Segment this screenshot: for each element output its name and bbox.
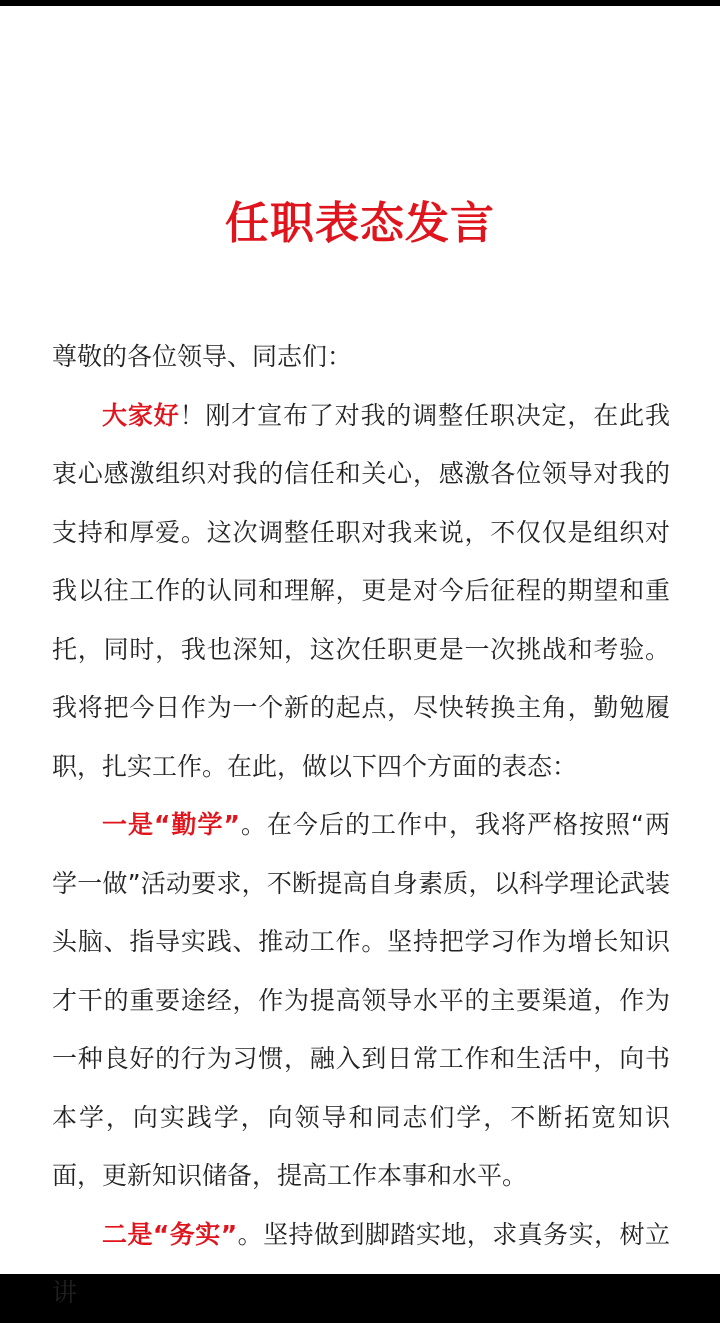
paragraph-text: ！刚才宣布了对我的调整任职决定，在此我衷心感激组织对我的信任和关心，感激各位领导对我的支持和厚爱。这次调整任职对我来说，不仅仅是组织对我以往工作的认同和理解，更是对今后征程的期望和重托，同时，我也深知，这次任职更是一次挑战和考验。我将把今日作为一个新的起点，尽快转换主角，勤勉履职，扎实工作。在此，做以下四个方面的表态： [52,400,670,781]
paragraph-text: 。坚持做到脚踏实地，求真务实，树立讲 [52,1219,670,1307]
paragraph-greeting [52,387,670,797]
paragraph-highlight: 大家好 [102,400,180,430]
document-body [52,328,670,1323]
paragraph-highlight: 一是“勤学” [102,810,240,839]
paragraph-highlight: 二是“务实” [102,1219,238,1249]
document-page [0,6,720,1307]
salutation: 尊敬的各位领导、同志们： [52,342,353,371]
paragraph-practical [52,1206,670,1323]
paragraph-text: 。在今后的工作中，我将严格按照“两学一做”活动要求，不断提高自身素质，以科学理论武装头脑、指导实践、推动工作。坚持把学习作为增长知识才干的重要途经，作为提高领导水平的主要渠道，作为一种良好的行为习惯，融入到日常工作和生活中，向书本学，向实践学，向领导和同志们学，不断拓宽知识面，更新知识储备，提高工作本事和水平。 [52,810,670,1190]
document-title: 任职表态发言 [225,198,495,249]
paragraph-study [52,796,670,1206]
